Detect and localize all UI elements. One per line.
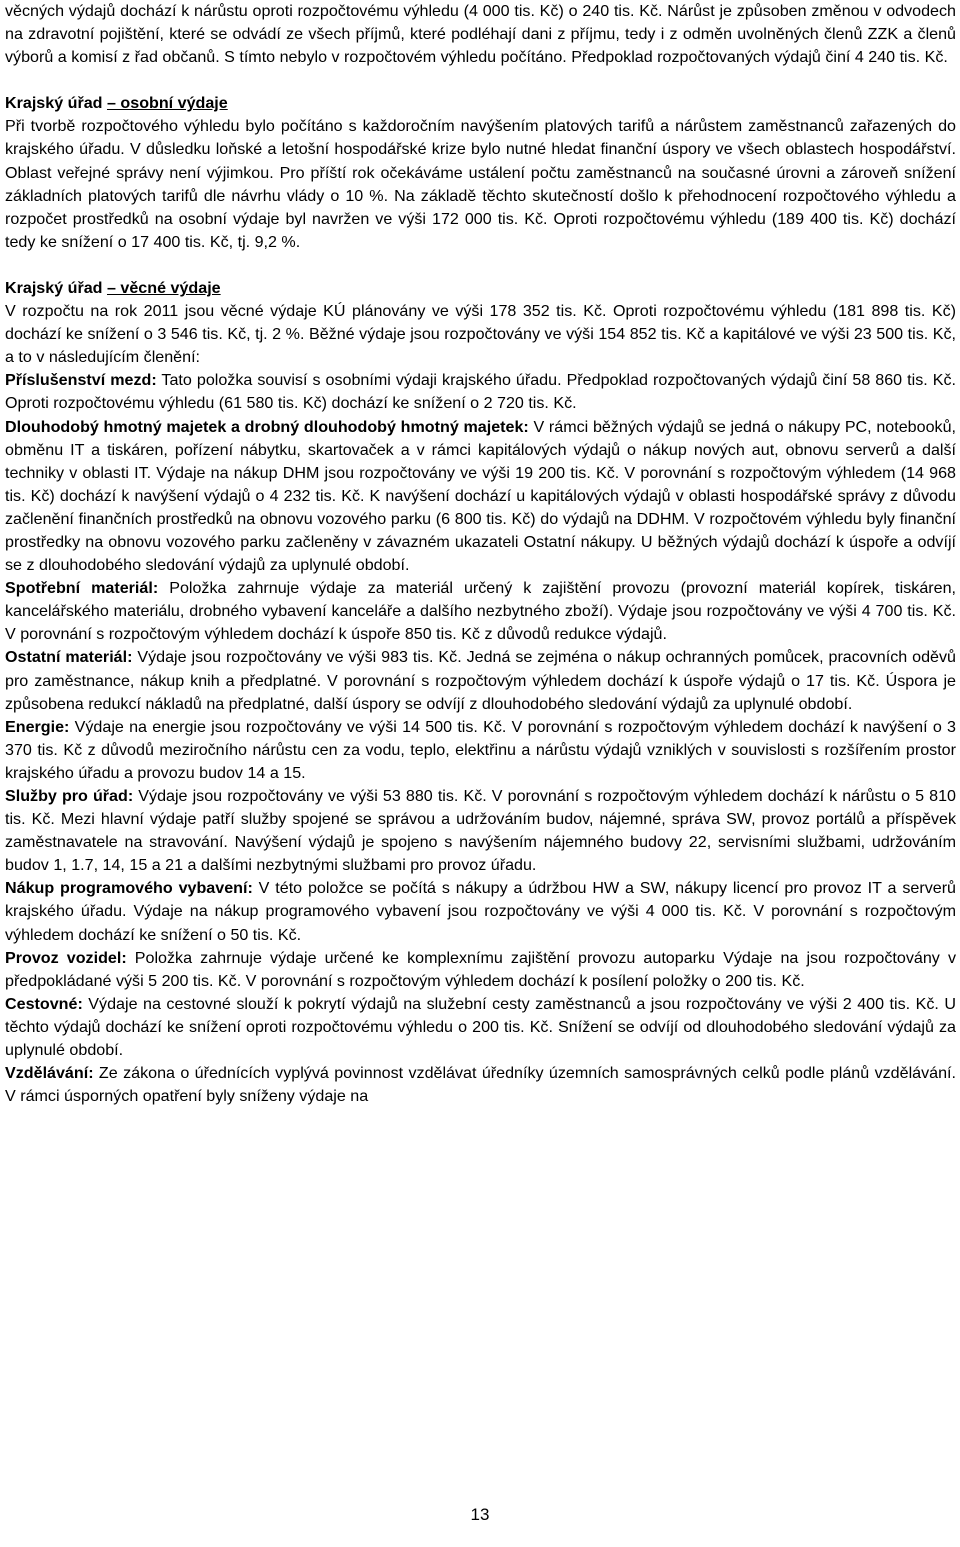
cost-item	[5, 577, 956, 646]
cost-item	[5, 1062, 956, 1108]
cost-item-text: Výdaje jsou rozpočtovány ve výši 53 880 tis. Kč. V porovnání s rozpočtovým výhledem dochází k nárůstu o 5 810 tis. Kč. Mezi hlavní výdaje patří služby spojené se správou a udržováním budov, nájemné, správa SW, provoz portálů a příspěvek zaměstnavatele na stravování. Navýšení výdajů je spojeno s navýšením nájemného budovy 22, servisními službami, udržováním budov 1, 1.7, 14, 15 a 21 a dalšími nezbytnými službami pro provoz úřadu.	[5, 787, 956, 875]
cost-item-text: Výdaje jsou rozpočtovány ve výši 983 tis. Kč. Jedná se zejména o nákup ochranných pomůcek, pracovních oděvů pro zaměstnance, nákup knih a předplatné. V porovnání s rozpočtovým výhledem dochází k úspoře výdajů o 17 tis. Kč. Úspora je způsobena redukcí nákladů na předplatné, další úspory se odvíjí z dlouhodobého sledování výdajů za uplynulé období.	[5, 648, 956, 713]
cost-item-label: Provoz vozidel:	[5, 948, 127, 967]
heading-prefix: Krajský úřad	[5, 94, 107, 113]
cost-item	[5, 877, 956, 946]
heading-underlined: – osobní výdaje	[106, 94, 228, 113]
cost-item-label: Příslušenství mezd:	[5, 371, 157, 390]
intro-paragraph: věcných výdajů dochází k nárůstu oproti rozpočtovému výhledu (4 000 tis. Kč) o 240 tis. Kč. Nárůst je způsoben změnou v odvodech na zdravotní pojištění, které se odvádí ze všech příjmů, které podléhají dani z příjmu, tedy i z odměn uvolněných členů ZZK a členů výborů a komisí z řad občanů. S tímto nebylo v rozpočtovém výhledu počítáno. Předpoklad rozpočtovaných výdajů činí 4 240 tis. Kč.	[5, 2, 956, 67]
cost-item-label: Nákup programového vybavení:	[5, 879, 253, 898]
heading-prefix: Krajský úřad	[5, 278, 107, 297]
cost-item-label: Energie:	[5, 717, 70, 736]
cost-item	[5, 993, 956, 1062]
cost-item	[5, 369, 956, 415]
section-heading-material-costs	[5, 277, 956, 300]
heading-underlined: – věcné výdaje	[106, 278, 221, 297]
cost-item-text: Ze zákona o úřednících vyplývá povinnost vzdělávat úředníky územních samosprávných celků podle plánů vzdělávání. V rámci úsporných opatření byly sníženy výdaje na	[5, 1064, 956, 1106]
cost-item-text: Výdaje na cestovné slouží k pokrytí výdajů na služební cesty zaměstnanců a jsou rozpočtovány ve výši 2 400 tis. Kč. U těchto výdajů dochází ke snížení oproti rozpočtovému výhledu o 200 tis. Kč. Snížení se odvíjí od dlouhodobého sledování výdajů za uplynulé období.	[5, 994, 956, 1060]
material-costs-paragraph: V rozpočtu na rok 2011 jsou věcné výdaje KÚ plánovány ve výši 178 352 tis. Kč. Oproti rozpočtovému výhledu (181 898 tis. Kč) dochází ke snížení o 3 546 tis. Kč, tj. 2 %. Běžné výdaje jsou rozpočtovány ve výši 154 852 tis. Kč a kapitálové ve výši 23 500 tis. Kč, a to v následujícím členění:	[5, 302, 956, 367]
cost-item-text: V rámci běžných výdajů se jedná o nákupy PC, notebooků, obměnu IT a tiskáren, pořízení nábytku, skartovaček a v rámci kapitálových výdajů o nákup nových aut, obnovu serverů a další techniky v oblasti IT. Výdaje na nákup DHM jsou rozpočtovány ve výši 19 200 tis. Kč. V porovnání s rozpočtovým výhledem (14 968 tis. Kč) dochází k navýšení výdajů o 4 232 tis. Kč. K navýšení dochází u kapitálových výdajů v oblasti hospodářské správy z důvodu začlenění finančních prostředků na obnovu vozového parku (6 800 tis. Kč) do výdajů na DDHM. V rozpočtovém výhledu byly finanční prostředky na obnovu vozového parku začleněny v závazném ukazateli Ostatní nákupy. U běžných výdajů dochází k úspoře a odvíjí se z dlouhodobého sledování výdajů za uplynulé období.	[5, 417, 956, 575]
cost-item	[5, 416, 956, 578]
cost-item-label: Ostatní materiál:	[5, 648, 133, 667]
cost-item-label: Cestovné:	[5, 994, 83, 1013]
spacer	[5, 69, 956, 92]
cost-item-label: Spotřební materiál:	[5, 579, 159, 598]
cost-item-text: V této položce se počítá s nákupy a údržbou HW a SW, nákupy licencí pro provoz IT a serverů krajského úřadu. Výdaje na nákup programového vybavení jsou rozpočtovány ve výši 4 000 tis. Kč. V porovnání s rozpočtovým výhledem dochází ke snížení o 50 tis. Kč.	[5, 879, 957, 944]
cost-item-text: Položka zahrnuje výdaje určené ke komplexnímu zajištění provozu autoparku Výdaje na jsou rozpočtovány v předpokládané výši 5 200 tis. Kč. V porovnání s rozpočtovým výhledem dochází k posílení položky o 200 tis. Kč.	[5, 948, 956, 990]
document-page	[5, 0, 956, 1108]
cost-item	[5, 947, 956, 993]
cost-item	[5, 716, 956, 785]
cost-item-label: Dlouhodobý hmotný majetek a drobný dlouhodobý hmotný majetek:	[5, 417, 529, 436]
section-heading-personal-costs	[5, 92, 956, 115]
cost-item	[5, 785, 956, 877]
spacer	[5, 254, 956, 277]
cost-item-text: Výdaje na energie jsou rozpočtovány ve výši 14 500 tis. Kč. V porovnání s rozpočtovým výhledem dochází k navýšení o 3 370 tis. Kč z důvodů meziročního nárůstu cen za vodu, teplo, elektřinu a nárůstu výdajů vzniklých v souvislosti s rozšířením prostor krajského úřadu a provozu budov 14 a 15.	[5, 717, 956, 782]
personal-costs-paragraph: Při tvorbě rozpočtového výhledu bylo počítáno s každoročním navýšením platových tarifů a nárůstem zaměstnanců zařazených do krajského úřadu. V důsledku loňské a letošní hospodářské krize bylo nutné hledat finanční úspory ve všech oblastech hospodářství. Oblast veřejné správy není výjimkou. Pro příští rok očekáváme ustálení počtu zaměstnanců na současné úrovni a zároveň snížení základních platových tarifů dle návrhu vlády o 10 %. Na základě těchto skutečností došlo k přehodnocení rozpočtového výhledu a rozpočet prostředků na osobní výdaje byl navržen ve výši 172 000 tis. Kč. Oproti rozpočtovému výhledu (189 400 tis. Kč) dochází tedy ke snížení o 17 400 tis. Kč, tj. 9,2 %.	[5, 117, 956, 251]
page-number: 13	[470, 1505, 490, 1524]
cost-item	[5, 646, 956, 715]
cost-item-text: Položka zahrnuje výdaje za materiál určený k zajištění provozu (provozní materiál kopírek, tiskáren, kancelářského materiálu, drobného vybavení kanceláře a dalšího nezbytného zboží). Výdaje jsou rozpočtovány ve výši 4 700 tis. Kč. V porovnání s rozpočtovým výhledem dochází k úspoře 850 tis. Kč z důvodů redukce výdajů.	[5, 579, 956, 644]
cost-item-label: Služby pro úřad:	[5, 787, 134, 805]
cost-item-label: Vzdělávání:	[5, 1064, 94, 1083]
cost-item-text: Tato položka souvisí s osobními výdaji krajského úřadu. Předpoklad rozpočtovaných výdajů činí 58 860 tis. Kč. Oproti rozpočtovému výhledu (61 580 tis. Kč) dochází ke snížení o 2 720 tis. Kč.	[5, 371, 956, 413]
